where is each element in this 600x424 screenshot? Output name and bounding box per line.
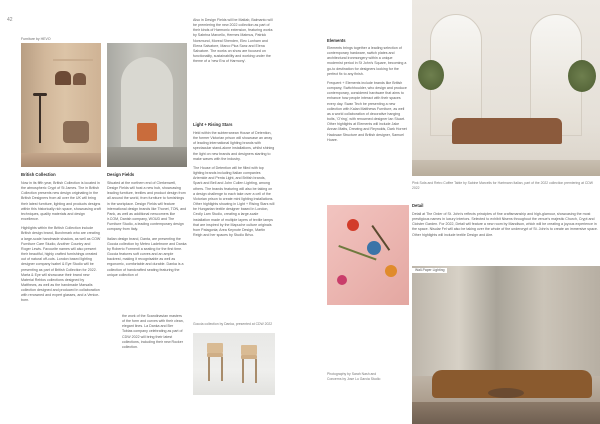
fields-para-2: Italian design brand, Danta, are presenting the Goccia collection by Meteo Ladebrone and Danka by Roberto Formenti a seating for the first time. Goccia features soft curves and an ample backrest, making it recognisable as well as ergonomic, comfortable and durable. Danka is a collection of handcrafted seating featuring the unique collection of	[107, 236, 187, 277]
fields-para-1: Situated at the northern end of Clerkenwell, Design Fields will host a new hub, showcasing leading furniture, textiles and product design from all around the world, from furniture to furnishings in the workplace. Design Fields will feature international design brands like Thonet, TON, and Pank, as well as additional newcomers like ir.COM, Danish company, WOUD and The Furniture Studio, a leading contemporary design company from Italy.	[107, 181, 187, 232]
chairs-photo	[193, 333, 275, 395]
elements-text	[327, 46, 409, 147]
fields-intro: Also in Design Fields will be Matlab, Balmanto will be premiering the new 2022 collection as part of their kinds of Harmonic extension, featuring works by Sabrina Marcello, Hermes Matmus, Patrick Norsmund, Moreal Shenden, Elec Lunham and Elena Salvatore, Marco Pica Sanz and Elena Salvatore. The works on show are focused on functionality, sustainability and working under the theme of a 'new Era of Harmony'.	[193, 18, 273, 64]
british-collection-text	[21, 181, 101, 308]
page-number: 42	[7, 17, 13, 23]
elements-para-2: Frequent + Elements include brands like British company, Switchhoulder, who design and produce contemporary, considered hardware that aims to enhance how people interact with their spaces every day. Swan Tech be presenting a new collection with Kalan Matthews Furniture, as well as a world collaboration of decorative hanging bolts, 'O'ring', with renowned designer Ian Stuart. Other highlights at Elements will include Jake Annan Matts, Drewing and Reynolds, Dark Hornet Hacksaw Structure and British designer, Samuel Hoare.	[327, 80, 407, 142]
british-para-2: Highlights within the British Collection include British design brand, Burchmark who are creating a large-scale handmade shadow, as well as COW Furniture Care Studio, Another Country and Roger Lewis. Favourite names will also present their beautiful, highly crafted furnishings created out of natural off-cuts. London based lighting designer company Isabel & Eye Studio will be presenting as part of British Collection for 2022. Marta & Eye will showcase their brand new Material Reblos collections designed by Matthews, as well as the handmade Marsalis collection designed and produced in collaboration with renowned and expert glasses, and a Venice-born.	[21, 226, 101, 303]
design-fields-continued	[193, 18, 275, 68]
rising-para-1: Held within the subterranean House of Detention, the former Victorian prison will showcase an array of leading international lighting brands with spectacular stand-alone installations, whilst shining the light on new brands and designers starting to make waves with the industry.	[193, 131, 275, 161]
rising-para-2: The House of Detention will be filled with top lighting brands including Italian companies Artemide and Penta Light, and British brands, Spark and Bell and John Cullen Lighting, among others. The brands featuring will also be taking on a design challenge to each take over a cell of the Victorian prison to create mini lighting installations. Other highlights showing in Light + Rising Stars will be Hungarian textile designer based in London, Cecily Lam Studio, creating a large-scale installation made of multiple layers of textile lamps that are inspired by the Mapuche culture originals from Patagonia; Area Keynote Design, Martin Reigh and her spaces by Studio Brivo.	[193, 165, 275, 237]
british-collection-photo	[21, 43, 101, 167]
design-fields-text	[107, 181, 187, 282]
design-fields-heading: Design Fields	[107, 172, 135, 177]
pink-objects-photo	[327, 205, 409, 305]
british-collection-heading: British Collection	[21, 172, 56, 177]
elements-heading: Elements	[327, 38, 346, 43]
design-fields-photo	[107, 43, 187, 167]
elements-room-photo	[412, 0, 600, 176]
photo-credit: Furniture by HEVO	[21, 37, 51, 41]
wallpaper-tag: Wall-Paper Lighting	[412, 268, 447, 273]
fields-cont: the work of the Scandinavian masters of the form and curves with their clean, elegant lines. La Danka and Ber Tobias company celebrating as part of CDW 2022 will bring their latest collections, including their new Rocker collection.	[122, 314, 184, 349]
detail-heading: Detail	[412, 203, 424, 208]
elements-photo-caption: Pink Sofa and Retro Coffee Table by Sabine Marcelis for Hartmann Italian, part of the 2022 collection premiering at CDW 2022	[412, 181, 593, 190]
elements-para-1: Elements brings together a leading selection of contemporary hardware, switch plates and architectural ironmongery within a unique modernist period in St John's Square, becoming a go-to destination for designers looking for the perfect fix to any finish.	[327, 46, 407, 76]
detail-photo-caption: Photography by Sarah Nash and Concerns by Jose Lu Garcia Studio	[327, 372, 381, 381]
light-rising-stars-heading: Light + Rising Stars	[193, 122, 233, 127]
design-fields-continuation	[122, 314, 184, 354]
chairs-caption: Goccia collection by Danka, presented at CDW 2022	[193, 322, 273, 326]
detail-text	[412, 212, 600, 242]
detail-room-photo	[412, 266, 600, 424]
detail-para: Detail at The Order of St. John's reflects principles of fine craftsmanship and high-glamour, showcasing the most prestigious names in luxury interiors. Selected to exhibit Nisens throughout the venue's majestic Church, Crypt and Cloister Garden. For 2022, Detail will feature a new room by Mandison, which will be creating a joyous experience in the space. Nisular Fel will also be taking over the whole of the undercrypt of St. John's to create an immersive space. Other highlights will include textile Design and Aire.	[412, 212, 598, 237]
light-rising-stars-text	[193, 131, 275, 242]
british-para-1: Now in its fifth year, British Collection is located in the atmospheric Crypt of St James. The in British Collection presents new design originating in the British Designers from all over the UK will bring their latest furniture, lighting and products designs within this historically rich space, showcasing craft techniques, quality materials and design excellence.	[21, 181, 101, 222]
